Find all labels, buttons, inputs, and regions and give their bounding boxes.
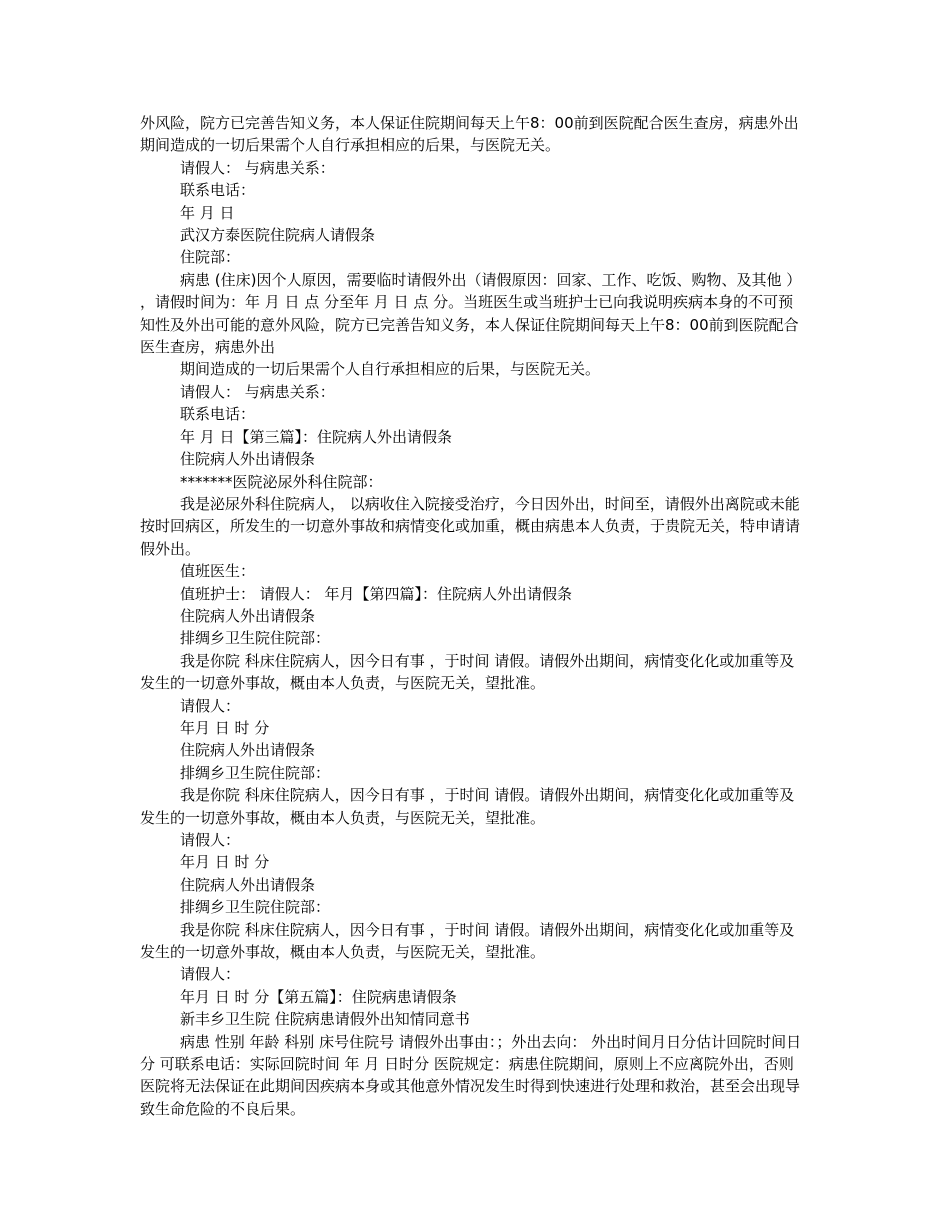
paragraph: 武汉方泰医院住院病人请假条 xyxy=(180,226,376,245)
paragraph: 排绸乡卫生院住院部： xyxy=(180,763,331,782)
paragraph: 住院病人外出请假条 xyxy=(180,450,316,469)
paragraph: 年月 日 时 分 xyxy=(180,853,270,872)
paragraph: 期间造成的一切后果需个人自行承担相应的后果，与医院无关。 xyxy=(180,360,601,379)
paragraph: 住院病人外出请假条 xyxy=(180,606,316,625)
paragraph: 联系电话： xyxy=(180,405,256,424)
paragraph: 新丰乡卫生院 住院病患请假外出知情同意书 xyxy=(180,1010,470,1029)
paragraph: 我是泌尿外科住院病人， 以病收住入院接受治疗，今日因外出，时间至，请假外出离院或未能按时回病区，所发生的一切意外事故和病情变化或加重，概由病患本人负责，于贵院无关，特申请请假外出。 xyxy=(140,494,801,558)
paragraph: 年月 日 时 分 xyxy=(180,718,270,737)
paragraph: *******医院泌尿外科住院部： xyxy=(180,472,383,491)
paragraph: 值班护士： 请假人： 年月【第四篇】：住院病人外出请假条 xyxy=(180,584,573,603)
paragraph: 我是你院 科床住院病人，因今日有事 ，于时间 请假。请假外出期间，病情变化化或加重等及发生的一切意外事故，概由本人负责，与医院无关，望批准。 xyxy=(140,920,795,962)
paragraph: 年月 日 时 分【第五篇】：住院病患请假条 xyxy=(180,987,457,1006)
paragraph: 排绸乡卫生院住院部： xyxy=(180,629,331,648)
paragraph: 我是你院 科床住院病人，因今日有事 ，于时间 请假。请假外出期间，病情变化化或加重等及发生的一切意外事故，概由本人负责，与医院无关，望批准。 xyxy=(140,651,795,693)
document-body xyxy=(140,112,808,1120)
paragraph: 请假人： 与病患关系： xyxy=(180,382,335,401)
paragraph: 病患 (住床)因个人原因，需要临时请假外出（请假原因：回家、工作、吃饭、购物、及其他 ），请假时间为：年 月 日 点 分至年 月 日 点 分。当班医生或当班护士已向我说明疾病本身的不可预知性及外出可能的意外风险，院方已完善告知义务，本人保证住院期间每天上午8：00前到医院配合医生查房，病患外出 xyxy=(140,270,799,357)
paragraph: 请假人： xyxy=(180,965,241,984)
paragraph: 病患 性别 年龄 科别 床号住院号 请假外出事由：；外出去向： 外出时间月日分估计回院时间日分 可联系电话：实际回院时间 年 月 日时分 医院规定：病患住院期间，原则上不应离院外出，否则医院将无法保证在此期间因疾病本身或其他意外情况发生时得到快速进行处理和救治，甚至会出现导致生命危险的不良后果。 xyxy=(140,1032,802,1118)
paragraph: 外风险，院方已完善告知义务，本人保证住院期间每天上午8：00前到医院配合医生查房，病患外出期间造成的一切后果需个人自行承担相应的后果，与医院无关。 xyxy=(140,114,799,155)
paragraph: 我是你院 科床住院病人，因今日有事 ，于时间 请假。请假外出期间，病情变化化或加重等及发生的一切意外事故，概由本人负责，与医院无关，望批准。 xyxy=(140,786,795,827)
paragraph: 请假人： xyxy=(180,696,241,715)
paragraph: 值班医生： xyxy=(180,562,256,581)
paragraph: 住院病人外出请假条 xyxy=(180,741,316,760)
paragraph: 住院部： xyxy=(180,248,241,267)
paragraph: 住院病人外出请假条 xyxy=(180,875,316,894)
paragraph: 请假人： xyxy=(180,831,241,849)
paragraph: 联系电话： xyxy=(180,181,256,200)
paragraph: 年 月 日【第三篇】：住院病人外出请假条 xyxy=(180,427,453,446)
paragraph: 排绸乡卫生院住院部： xyxy=(180,898,331,917)
paragraph: 请假人： 与病患关系： xyxy=(180,158,335,177)
paragraph: 年 月 日 xyxy=(180,203,235,222)
